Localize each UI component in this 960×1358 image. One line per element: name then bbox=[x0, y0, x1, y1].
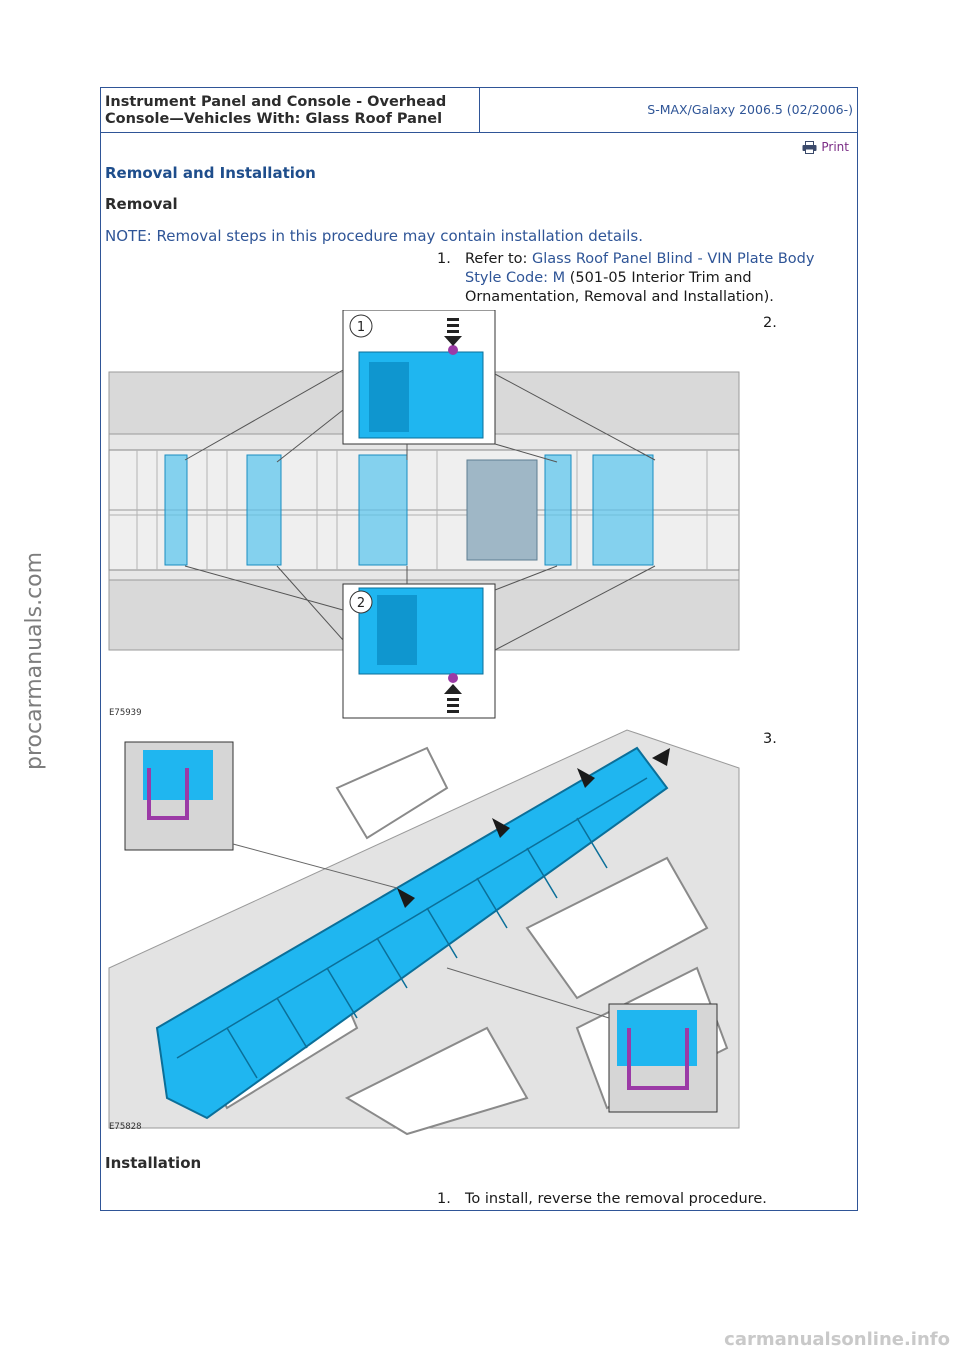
step-text bbox=[465, 250, 855, 307]
print-label: Print bbox=[821, 140, 849, 154]
callout-1-label: 1 bbox=[356, 320, 366, 335]
step-number: 1. bbox=[437, 251, 451, 267]
figure-drawing bbox=[107, 310, 743, 722]
printer-icon bbox=[802, 141, 817, 154]
page-title-line-2: Console—Vehicles With: Glass Roof Panel bbox=[105, 111, 443, 127]
figure-overhead-console-top bbox=[107, 310, 743, 722]
side-watermark: procarmanuals.com bbox=[22, 551, 47, 770]
step-text: To install, reverse the removal procedure. bbox=[465, 1191, 767, 1207]
figure-overhead-console-iso bbox=[107, 728, 743, 1136]
figure-id-E75828: E75828 bbox=[109, 1122, 142, 1132]
page-title-line-1: Instrument Panel and Console - Overhead bbox=[105, 94, 447, 110]
header-divider bbox=[479, 88, 480, 132]
section-title: Removal and Installation bbox=[105, 164, 316, 182]
step-number: 2. bbox=[763, 315, 777, 331]
page-frame bbox=[100, 87, 858, 1211]
step-text-prefix: Refer to: bbox=[465, 251, 532, 267]
print-button[interactable] bbox=[802, 140, 849, 154]
page-title bbox=[105, 94, 479, 128]
model-label: S-MAX/Galaxy 2006.5 (02/2006-) bbox=[647, 102, 853, 117]
step-text-suffix: (501-05 Interior Trim and Ornamentation, Removal and Installation). bbox=[465, 270, 774, 305]
removal-heading: Removal bbox=[105, 195, 178, 213]
step-number: 3. bbox=[763, 731, 777, 747]
removal-note: NOTE: Removal steps in this procedure may contain installation details. bbox=[105, 227, 643, 245]
installation-heading: Installation bbox=[105, 1154, 202, 1172]
figure-id-E75939: E75939 bbox=[109, 708, 142, 718]
glass-roof-blind-link[interactable]: Glass Roof Panel Blind - VIN Plate Body Style Code: M bbox=[465, 251, 815, 286]
footer-watermark: carmanualsonline.info bbox=[724, 1329, 950, 1350]
figure-drawing bbox=[107, 728, 743, 1136]
page-header bbox=[101, 88, 857, 133]
step-number: 1. bbox=[437, 1191, 451, 1207]
callout-2-label: 2 bbox=[356, 596, 366, 611]
